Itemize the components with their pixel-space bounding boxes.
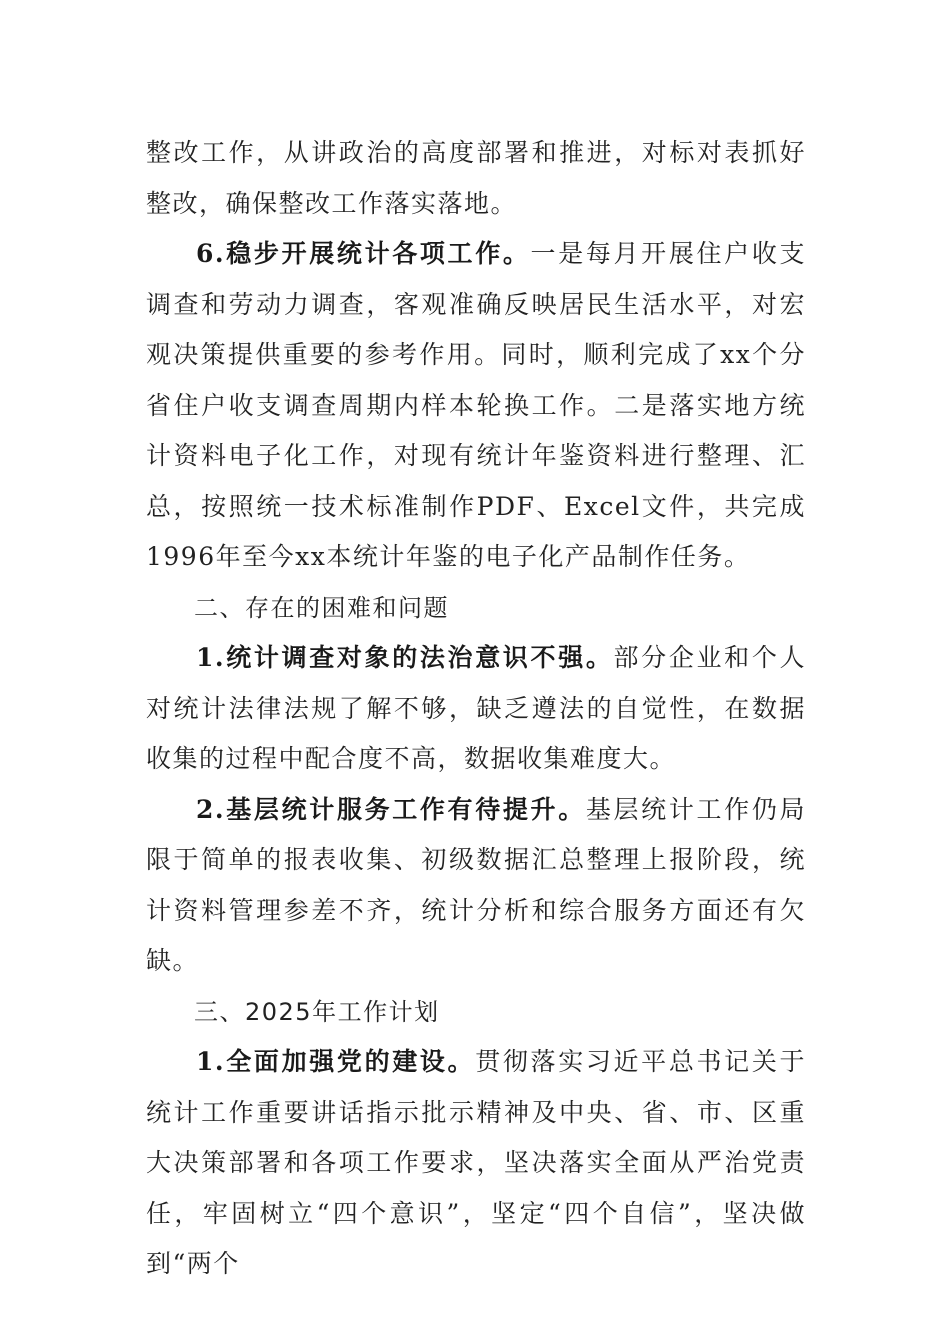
section-heading-plan: 三、2025年工作计划: [194, 997, 440, 1026]
plan-item-1: [146, 1037, 806, 1290]
paragraph-lead: 1.统计调查对象的法治意识不强。: [196, 643, 614, 672]
paragraph-lead: 6.稳步开展统计各项工作。: [196, 239, 531, 268]
paragraph-text: 贯彻落实习近平总书记关于统计工作重要讲话指示批示精神及中央、省、市、区重大决策部署和各项工作要求，坚决落实全面从严治党责任，牢固树立“四个意识”，坚定“四个自信”，坚决做到“两个: [146, 1047, 806, 1278]
paragraph-lead: 1.全面加强党的建设。: [196, 1047, 476, 1076]
paragraph-continued: [146, 128, 806, 229]
paragraph-text: 部分企业和个人对统计法律法规了解不够，缺乏遵法的自觉性，在数据收集的过程中配合度不高，数据收集难度大。: [146, 643, 806, 773]
paragraph-text: 基层统计工作仍局限于简单的报表收集、初级数据汇总整理上报阶段，统计资料管理参差不齐，统计分析和综合服务方面还有欠缺。: [146, 794, 806, 975]
paragraph-lead: 2.基层统计服务工作有待提升。: [196, 794, 586, 824]
paragraph-text: 整改工作，从讲政治的高度部署和推进，对标对表抓好整改，确保整改工作落实落地。: [146, 138, 806, 218]
paragraph-item-6: [146, 229, 806, 583]
problem-item-2: [146, 785, 806, 987]
section-heading-problems: 二、存在的困难和问题: [194, 593, 449, 622]
paragraph-text: 一是每月开展住户收支调查和劳动力调查，客观准确反映居民生活水平，对宏观决策提供重要的参考作用。同时，顺利完成了xx个分省住户收支调查周期内样本轮换工作。二是落实地方统计资料电子化工作，对现有统计年鉴资料进行整理、汇总，按照统一技术标准制作PDF、Excel文件，共完成1996年至今xx本统计年鉴的电子化产品制作任务。: [146, 239, 806, 571]
document-body: [146, 128, 806, 1290]
problem-item-1: [146, 633, 806, 785]
